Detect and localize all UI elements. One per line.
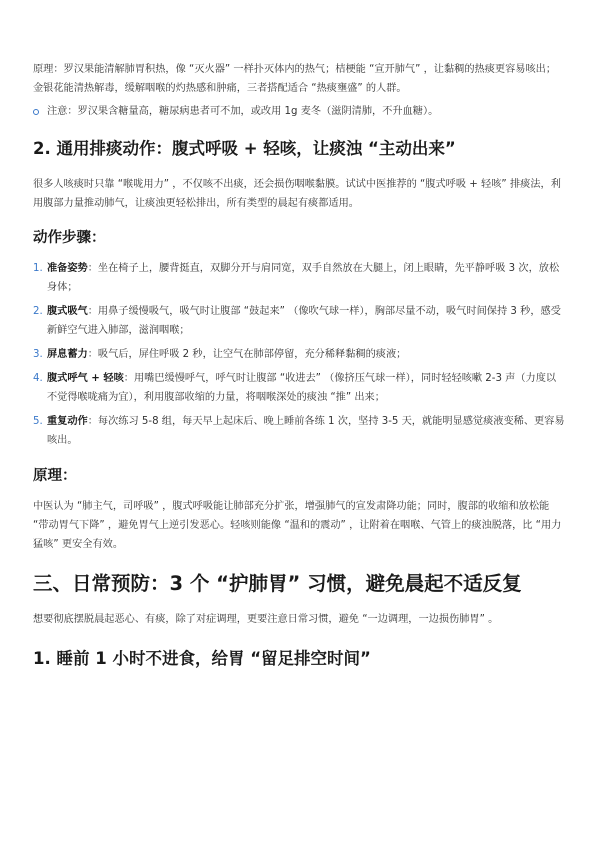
step-title: 准备姿势 [47,263,88,274]
step-text: ：吸气后，屏住呼吸 2 秒，让空气在肺部停留，充分稀释黏稠的痰液； [87,349,407,360]
step-text: ：每次练习 5-8 组，每天早上起床后、晚上睡前各练 1 次，坚持 3-5 天，就能明显感觉痰液变稀、更容易咳出。 [47,416,565,446]
step-text: ：坐在椅子上，腰背挺直，双脚分开与肩同宽，双手自然放在大腿上，闭上眼睛，先平静呼吸 3 次，放松身体； [47,263,560,293]
principle-explanation: 中医认为 “肺主气，司呼吸” ，腹式呼吸能让肺部充分扩张，增强肺气的宣发肃降功能；同时，腹部的收缩和放松能 “带动胃气下降” ，避免胃气上逆引发恶心。轻咳则能像 “温和的震动” ，让附着在咽喉、气管上的痰浊脱落，比 “用力猛咳” 更安全有效。 [33,501,562,550]
step-item [33,345,565,364]
principle-paragraph: 原理：罗汉果能清解肺胃积热，像 “灭火器” 一样扑灭体内的热气；桔梗能 “宣开肺气” ，让黏稠的热痰更容易咳出；金银花能清热解毒，缓解咽喉的灼热感和肿痛，三者搭配适合 “热痰壅盛” 的人群。 [33,64,557,94]
step-item [33,412,565,450]
step-number: 3. [33,349,43,360]
step-title: 重复动作 [47,416,88,427]
step-number: 4. [33,373,43,384]
principle-heading: 原理： [33,468,77,484]
section-heading-breathing: 2. 通用排痰动作：腹式呼吸 + 轻咳，让痰浊 “主动出来” [33,139,456,158]
steps-heading: 动作步骤： [33,230,106,246]
hollow-bullet-icon [33,109,39,115]
step-item [33,369,565,407]
step-number: 1. [33,263,43,274]
step-item [33,302,565,340]
step-text: ：用嘴巴缓慢呼气，呼气时让腹部 “收进去” （像挤压气球一样），同时轻轻咳嗽 2-3 声（力度以不觉得喉咙痛为宜），利用腹部收缩的力量，将咽喉深处的痰浊 “推” 出来； [47,373,557,403]
steps-list [33,259,565,450]
step-title: 腹式呼气 + 轻咳 [47,373,124,384]
section-intro-paragraph: 很多人咳痰时只靠 “喉咙用力” ，不仅咳不出痰，还会损伤咽喉黏膜。试试中医推荐的 “腹式呼吸 + 轻咳” 排痰法，利用腹部力量推动肺气，让痰浊更轻松排出，所有类型的晨起有痰都适用。 [33,179,561,209]
prevention-intro-paragraph: 想要彻底摆脱晨起恶心、有痰，除了对症调理，更要注意日常习惯，避免 “一边调理，一边损伤肺胃” 。 [33,614,499,625]
step-number: 5. [33,416,43,427]
step-item [33,259,565,297]
intro-block [33,0,565,121]
note-item [33,102,565,121]
note-text: 注意：罗汉果含糖量高，糖尿病患者可不加，或改用 1g 麦冬（滋阴清肺，不升血糖）。 [47,106,439,117]
step-text: ：用鼻子缓慢吸气，吸气时让腹部 “鼓起来” （像吹气球一样），胸部尽量不动，吸气时间保持 3 秒，感受新鲜空气进入肺部，滋润咽喉； [47,306,561,336]
step-number: 2. [33,306,43,317]
habit-heading-1: 1. 睡前 1 小时不进食，给胃 “留足排空时间” [33,649,371,668]
step-title: 腹式吸气 [47,306,88,317]
chapter-heading-prevention: 三、日常预防：3 个 “护肺胃” 习惯，避免晨起不适反复 [33,572,522,595]
step-title: 屏息蓄力 [47,349,88,360]
